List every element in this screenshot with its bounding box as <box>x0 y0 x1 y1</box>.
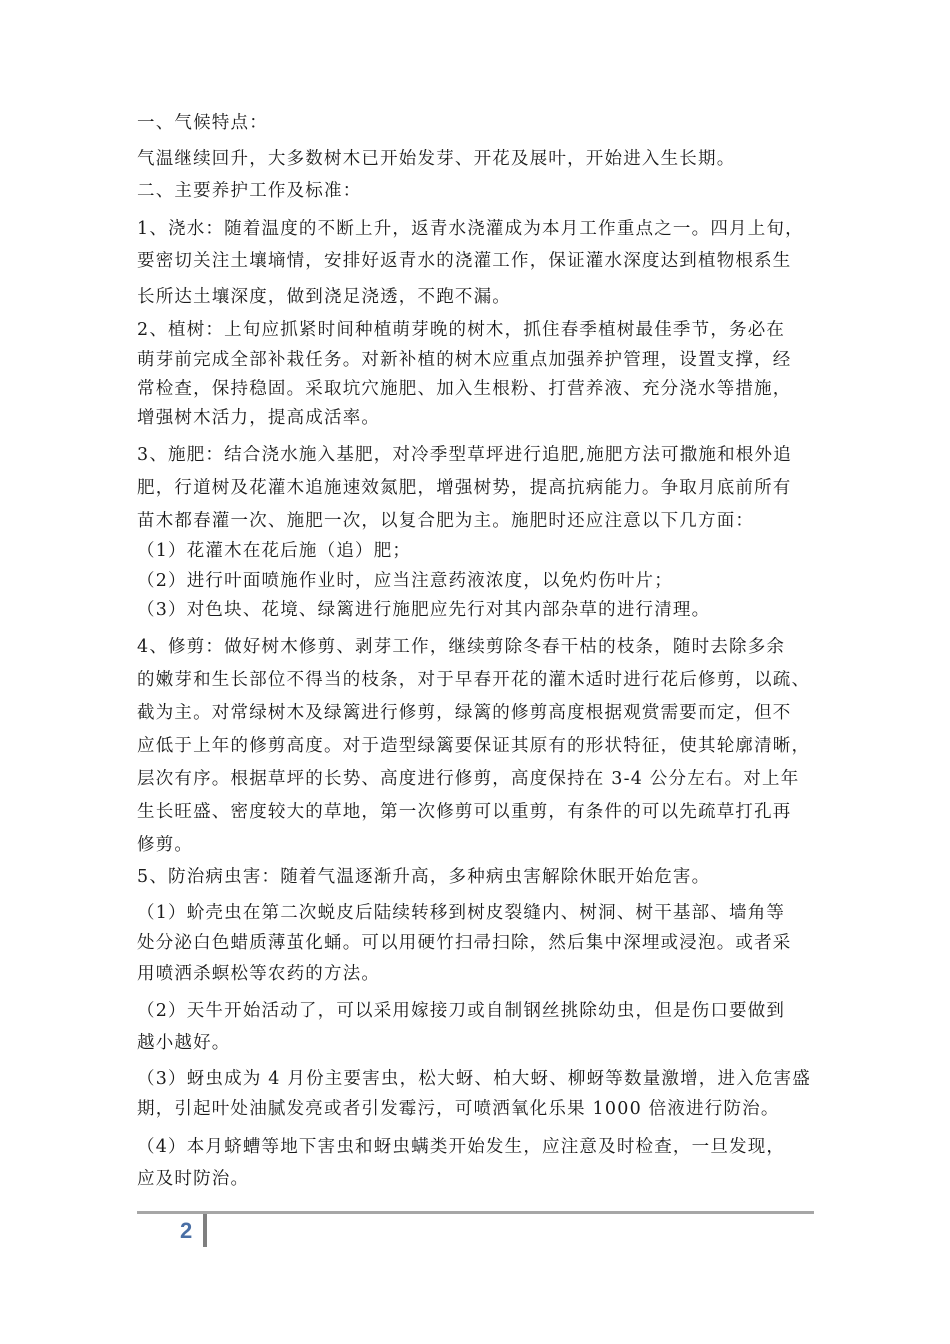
section-4-line: 应低于上年的修剪高度。对于造型绿篱要保证其原有的形状特征，使其轮廓清晰， <box>137 736 811 756</box>
section-3-line: 3、施肥：结合浇水施入基肥，对冷季型草坪进行追肥,施肥方法可撒施和根外追 <box>137 445 792 465</box>
footer-divider <box>137 1211 814 1214</box>
section-5-item-1-line: 用喷洒杀螟松等农药的方法。 <box>137 964 381 984</box>
section-4-line: 修剪。 <box>137 835 194 855</box>
section-1-line: 1、浇水：随着温度的不断上升，返青水浇灌成为本月工作重点之一。四月上旬， <box>137 219 804 239</box>
section-4-line: 的嫩芽和生长部位不得当的枝条，对于早春开花的灌木适时进行花后修剪，以疏、 <box>137 670 811 690</box>
section-2-line: 常检查，保持稳固。采取坑穴施肥、加入生根粉、打营养液、充分浇水等措施， <box>137 379 792 399</box>
section-5-heading: 5、防治病虫害：随着气温逐渐升高，多种病虫害解除休眠开始危害。 <box>137 867 711 887</box>
section-4-line: 生长旺盛、密度较大的草地，第一次修剪可以重剪，有条件的可以先疏草打孔再 <box>137 802 792 822</box>
section-3-item: （1）花灌木在花后施（追）肥； <box>137 541 412 561</box>
section-4-line: 4、修剪：做好树木修剪、剥芽工作，继续剪除冬春干枯的枝条，随时去除多余 <box>137 637 786 657</box>
page-number: 2 <box>180 1218 193 1243</box>
section-4-line: 层次有序。根据草坪的长势、高度进行修剪，高度保持在 3-4 公分左右。对上年 <box>137 769 800 789</box>
section-3-item: （2）进行叶面喷施作业时，应当注意药液浓度，以免灼伤叶片； <box>137 571 673 591</box>
section-5-item-1-line: （1）蚧壳虫在第二次蜕皮后陆续转移到树皮裂缝内、树洞、树干基部、墙角等 <box>137 903 786 923</box>
section-5-item-4-line: （4）本月蛴螬等地下害虫和蚜虫螨类开始发生，应注意及时检查，一旦发现， <box>137 1137 786 1157</box>
section-3-item: （3）对色块、花境、绿篱进行施肥应先行对其内部杂草的进行清理。 <box>137 600 711 620</box>
section-5-item-3-line: （3）蚜虫成为 4 月份主要害虫，松大蚜、柏大蚜、柳蚜等数量激增，进入危害盛 <box>137 1069 811 1089</box>
section-3-line: 苗木都春灌一次、施肥一次，以复合肥为主。施肥时还应注意以下几方面： <box>137 511 755 531</box>
heading-work: 二、主要养护工作及标准： <box>137 181 362 201</box>
section-3-line: 肥，行道树及花灌木追施速效氮肥，增强树势，提高抗病能力。争取月底前所有 <box>137 478 792 498</box>
section-1-line: 要密切关注土壤墒情，安排好返青水的浇灌工作，保证灌水深度达到植物根系生 <box>137 251 792 271</box>
section-2-line: 增强树木活力，提高成活率。 <box>137 408 381 428</box>
section-1-line: 长所达土壤深度，做到浇足浇透，不跑不漏。 <box>137 287 511 307</box>
footer-vertical-bar <box>203 1214 207 1247</box>
climate-text: 气温继续回升，大多数树木已开始发芽、开花及展叶，开始进入生长期。 <box>137 149 736 169</box>
section-5-item-2-line: 越小越好。 <box>137 1033 231 1053</box>
heading-climate: 一、气候特点： <box>137 113 268 133</box>
section-5-item-4-line: 应及时防治。 <box>137 1169 250 1189</box>
section-4-line: 截为主。对常绿树木及绿篱进行修剪，绿篱的修剪高度根据观赏需要而定，但不 <box>137 703 792 723</box>
section-5-item-3-line: 期，引起叶处油腻发亮或者引发霉污，可喷洒氧化乐果 1000 倍液进行防治。 <box>137 1099 780 1119</box>
section-2-line: 2、植树：上旬应抓紧时间种植萌芽晚的树木，抓住春季植树最佳季节，务必在 <box>137 320 786 340</box>
section-2-line: 萌芽前完成全部补栽任务。对新补植的树木应重点加强养护管理，设置支撑，经 <box>137 350 792 370</box>
section-5-item-2-line: （2）天牛开始活动了，可以采用嫁接刀或自制钢丝挑除幼虫，但是伤口要做到 <box>137 1001 786 1021</box>
section-5-item-1-line: 处分泌白色蜡质薄茧化蛹。可以用硬竹扫帚扫除，然后集中深埋或浸泡。或者采 <box>137 933 792 953</box>
